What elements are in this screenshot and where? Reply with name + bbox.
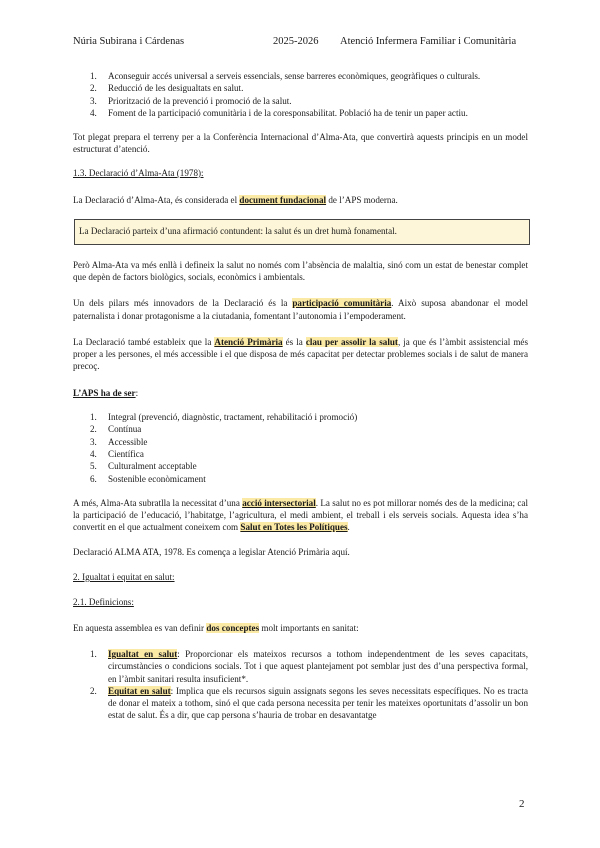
page-number: 2 [519,798,525,810]
document-body [73,70,528,722]
definitions-list [73,648,528,722]
header-subject: Atenció Infermera Familiar i Comunitària [340,36,517,47]
paragraph-assembly: En aquesta assemblea es van definir dos conceptes molt importants en sanitat: [73,622,359,633]
list-item: 3. Accessible [90,436,148,447]
list-item: 3. Priorització de la prevenció i promoció de la salut. [90,95,292,106]
section-heading-2: 2. Igualtat i equitat en salut: [73,572,175,583]
list-item: 1. Aconseguir accés universal a serveis essencials, sense barreres econòmiques, geogràfiques o culturals. [90,71,481,81]
list-item: 5. Culturalment acceptable [90,461,197,472]
aps-characteristics-list [73,411,528,485]
paragraph-pero: Però Alma-Ata va més enllà i defineix la salut no només com l’absència de malaltia, sinó com un estat de benestar complet que depèn de factors biològics, socials, econòmics i ambientals. [73,259,528,282]
paragraph-declaration: La Declaració d’Alma-Ata, és considerada el document fundacional de l’APS moderna. [73,195,398,206]
section-heading-2-1: 2.1. Definicions: [73,597,134,608]
paragraph-intro: Tot plegat prepara el terreny per a la Conferència Internacional d’Alma-Ata, que convertirà aquests principis en un model estructurat d’atenció. [73,132,528,155]
section-heading-1-3: 1.3. Declaració d’Alma-Ata (1978): [73,167,204,178]
list-item: 4. Foment de la participació comunitària i de la coresponsabilitat. Població ha de tenir un paper actiu. [90,107,468,118]
list-item: 6. Sostenible econòmicament [90,473,206,484]
aps-heading: L’APS ha de ser: [73,387,139,398]
principles-list [73,70,528,119]
paragraph-aps: La Declaració també estableix que la Atenció Primària és la clau per assolir la salut, ja que és l’àmbit assistencial més proper a les persones, el més accessible i el que disposa de més capacitat per detectar problemes socials i de salut de manera precoç. [73,336,528,372]
list-item: 2. Equitat en salut: Implica que els recursos siguin assignats segons les seves necessitats específiques. No es tracta de donar el mateix a tothom, sinó el que cada persona necessita per tenir les mateixes oportunitats d’assolir un bon estat de salut. És a dir, que cap persona s’hauria de trobar en desavantatge [90,685,528,721]
list-item: 2. Reducció de les desigualtats en salut. [90,83,244,94]
callout-text: La Declaració parteix d’una afirmació contundent: la salut és un dret humà fonamental. [79,226,397,237]
list-item: 4. Científica [90,448,144,459]
header-author: Núria Subirana i Cárdenas [73,36,185,47]
paragraph-intersectoral: A més, Alma-Ata subratlla la necessitat d’una acció intersectorial. La salut no es pot millorar només des de la medicina; cal la participació de l’educació, l’habitatge, l’agricultura, el medi ambient, el treball i els serveis socials. Aquesta idea s’ha convertit en el que actualment coneixem com Salut en Totes les Polítiques. [73,497,528,533]
callout-box [74,219,530,244]
header-year: 2025-2026 [273,36,319,47]
paragraph-alma-ata: Declaració ALMA ATA, 1978. Es comença a legislar Atenció Primària aquí. [73,546,350,557]
list-item: 1. Integral (prevenció, diagnòstic, tractament, rehabilitació i promoció) [90,412,358,423]
paragraph-pilars: Un dels pilars més innovadors de la Declaració és la participació comunitària. Això suposa abandonar el model paternalista i donar protagonisme a la ciutadania, fomentant l’autonomia i l’empoderament. [73,298,529,321]
list-item: 2. Contínua [90,424,142,435]
list-item: 1. Igualtat en salut: Proporcionar els mateixos recursos a tothom independentment de les seves capacitats, circumstàncies o condicions socials. Tot i que aquest plantejament pot semblar just des d’una perspectiva formal, en l’àmbit sanitari resulta insuficient*. [90,648,528,684]
